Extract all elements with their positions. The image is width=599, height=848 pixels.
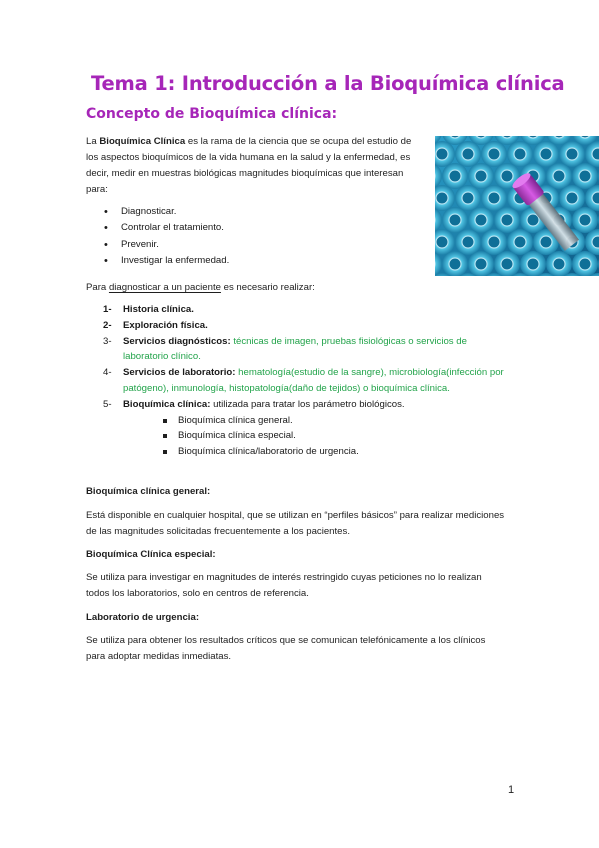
tube-opening <box>450 171 461 182</box>
tube-opening <box>528 215 539 226</box>
tube-opening <box>515 237 526 248</box>
list-item <box>103 397 508 460</box>
tube-opening <box>463 193 474 204</box>
list-item: • Prevenir. <box>104 237 229 253</box>
list-item: • Investigar la enfermedad. <box>104 253 229 269</box>
list-item: • Controlar el tratamiento. <box>104 220 229 236</box>
step-number: 2- <box>103 319 112 331</box>
page-title: Tema 1: Introducción a la Bioquímica clínica <box>91 72 565 95</box>
intro-text: es la rama de la ciencia que se ocupa del estudio de los aspectos bioquímicos de la vida humana en la salud y la enfermedad, es decir, medir en muestras biológicas magnitudes bioquímicas que interesan para: <box>86 136 412 195</box>
tube-opening <box>489 149 500 160</box>
tube-opening <box>541 149 552 160</box>
step-title: Bioquímica clínica: <box>123 398 211 410</box>
tube-opening <box>502 259 513 270</box>
tube-opening <box>567 193 578 204</box>
list-item: Bioquímica clínica general. <box>160 413 508 429</box>
diagnose-suffix: es necesario realizar: <box>220 282 315 293</box>
section-body: Se utiliza para obtener los resultados críticos que se comunican telefónicamente a los clínicos para adoptar medidas inmediatas. <box>86 635 486 662</box>
list-item <box>103 365 508 397</box>
tube-opening <box>528 259 539 270</box>
step-title: Historia clínica. <box>123 304 194 315</box>
tube-opening <box>554 259 565 270</box>
blood-tubes-illustration <box>435 136 599 276</box>
intro-bold-term: Bioquímica Clínica <box>99 136 186 147</box>
tube-opening <box>437 149 448 160</box>
section-heading: Bioquímica clínica general: <box>86 486 211 497</box>
step-text: utilizada para tratar los parámetro biológicos. <box>210 398 405 410</box>
tube-opening <box>476 259 487 270</box>
tube-opening <box>463 149 474 160</box>
list-item <box>103 302 508 318</box>
step-number: 1- <box>103 304 112 315</box>
step-number: 5- <box>103 398 112 410</box>
list-item: • Diagnosticar. <box>104 204 229 220</box>
tube-opening <box>476 171 487 182</box>
list-item <box>103 318 508 334</box>
step-text: técnicas de imagen, pruebas fisiológicas o servicios de laboratorio clínico. <box>123 335 467 363</box>
step-number: 4- <box>103 367 112 379</box>
tube-opening <box>515 149 526 160</box>
step-title: Exploración física. <box>123 319 208 331</box>
purpose-list <box>104 204 229 270</box>
step-title: Servicios diagnósticos: <box>123 335 231 347</box>
tube-opening <box>463 237 474 248</box>
blood-tubes-photo <box>435 136 599 276</box>
page-number: 1 <box>508 784 515 796</box>
section-heading: Bioquímica Clínica especial: <box>86 549 216 560</box>
tube-opening <box>489 193 500 204</box>
tube-opening <box>476 215 487 226</box>
section-body: Está disponible en cualquier hospital, que se utilizan en “perfiles básicos” para realizar mediciones de las magnitudes solicitadas frecuentemente a los pacientes. <box>86 510 505 537</box>
intro-prefix: La <box>86 136 100 147</box>
list-item: Bioquímica clínica/laboratorio de urgencia. <box>160 444 508 460</box>
list-item <box>103 334 508 366</box>
tube-opening <box>580 171 591 182</box>
step-number: 3- <box>103 335 112 347</box>
tube-opening <box>437 237 448 248</box>
tube-opening <box>450 215 461 226</box>
tube-opening <box>554 171 565 182</box>
section-subtitle: Concepto de Bioquímica clínica: <box>86 106 338 122</box>
tube-opening <box>489 237 500 248</box>
step-title: Servicios de laboratorio: <box>123 367 236 379</box>
steps-list <box>103 302 508 460</box>
tube-opening <box>437 193 448 204</box>
section-heading: Laboratorio de urgencia: <box>86 612 200 623</box>
tube-opening <box>450 259 461 270</box>
tube-opening <box>580 259 591 270</box>
diagnose-prefix: Para <box>86 282 109 293</box>
tube-opening <box>502 171 513 182</box>
section-body: Se utiliza para investigar en magnitudes de interés restringido cuyas peticiones no lo realizan todos los laboratorios, solo en centros de referencia. <box>86 572 482 599</box>
diagnose-underlined: diagnosticar a un paciente <box>108 282 221 293</box>
step5-sublist <box>123 413 508 460</box>
tube-opening <box>541 237 552 248</box>
tube-opening <box>567 149 578 160</box>
tube-opening <box>502 215 513 226</box>
step-text: hematología(estudio de la sangre), microbiología(infección por patógeno), inmunología, histopatología(daño de tejidos) o bioquímica clínica. <box>123 367 504 394</box>
list-item: Bioquímica clínica especial. <box>160 428 508 444</box>
diagnose-line <box>86 280 315 296</box>
intro-paragraph <box>86 134 426 198</box>
tube-opening <box>580 215 591 226</box>
